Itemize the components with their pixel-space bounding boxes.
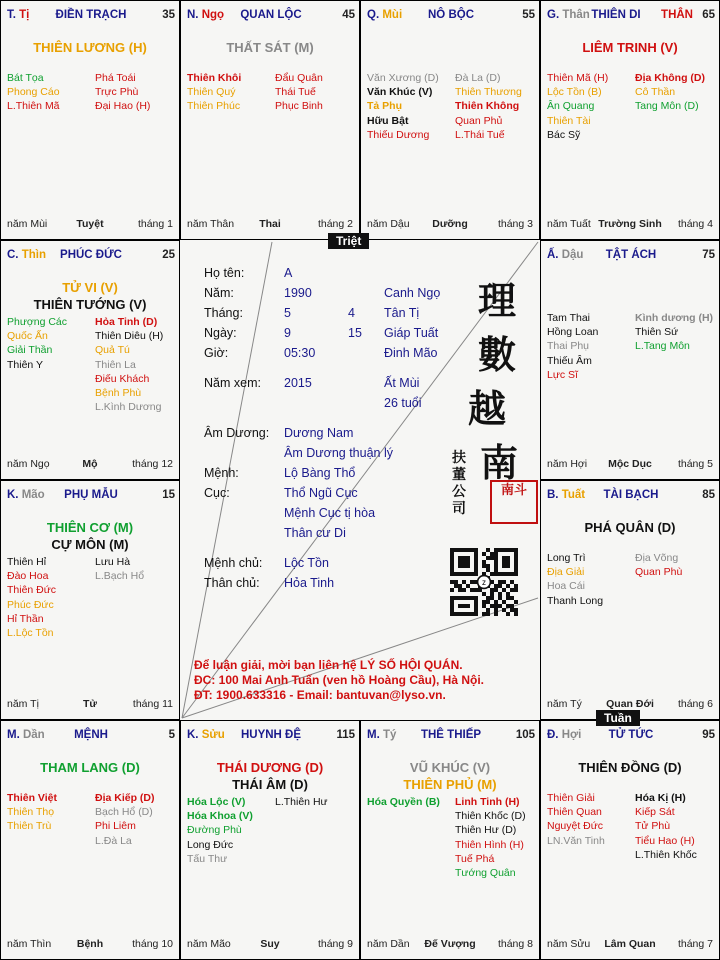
palace-name: PHÚC ĐỨC xyxy=(60,249,122,261)
stage-label: Thai xyxy=(259,218,281,230)
palace-header xyxy=(187,9,355,23)
company-char: 公 xyxy=(452,484,466,500)
year-label: năm Thìn xyxy=(7,938,52,950)
center-panel xyxy=(180,240,540,720)
minor-stars-left xyxy=(547,551,603,608)
year-label: năm Tý xyxy=(547,698,582,710)
palace-header xyxy=(367,9,535,23)
palace-branch: T. Tị xyxy=(7,9,30,21)
stage-label: Quan Đới xyxy=(606,698,654,710)
palace-footer xyxy=(547,218,713,231)
minor-star: Trực Phù xyxy=(95,86,139,99)
seal-stamp: 南斗 xyxy=(490,480,538,524)
minor-star: Thiên Đức xyxy=(7,584,57,597)
main-star: THIÊN LƯƠNG (H) xyxy=(33,40,147,55)
svg-text:z: z xyxy=(482,578,486,588)
palace-footer xyxy=(7,698,173,711)
minor-star: Thanh Long xyxy=(547,594,604,607)
year-label: năm Hợi xyxy=(547,458,588,470)
minor-stars-left xyxy=(187,795,253,866)
minor-star: Ân Quang xyxy=(547,100,595,113)
main-star: PHÁ QUÂN (D) xyxy=(584,520,676,535)
minor-star: L.Đà La xyxy=(95,834,132,847)
palace-header xyxy=(547,729,715,743)
palace-number: 25 xyxy=(162,249,175,261)
minor-star: Phá Toái xyxy=(95,72,136,84)
month-label: tháng 9 xyxy=(317,938,353,950)
minor-star: Bệnh Phù xyxy=(95,386,142,399)
minor-star: Long Đức xyxy=(187,838,234,851)
palace-footer xyxy=(7,458,173,471)
year-label: năm Sửu xyxy=(547,938,591,950)
palace-footer xyxy=(7,218,173,231)
palace-number: 45 xyxy=(342,9,355,21)
company-char: 董 xyxy=(452,467,466,483)
stage-label: Mộ xyxy=(82,458,98,470)
year-label: năm Tị xyxy=(7,698,39,710)
minor-star: L.Thiên Hư xyxy=(275,796,328,808)
minor-star: Thiên Hình (H) xyxy=(455,838,524,851)
palace-branch: Đ. Hợi xyxy=(547,729,582,741)
minor-star: Lực Sĩ xyxy=(547,368,578,381)
minor-star: Tam Thai xyxy=(547,312,590,324)
minor-star: Hóa Khoa (V) xyxy=(187,810,253,823)
month-label: tháng 5 xyxy=(677,458,713,470)
info-value: 05:30 xyxy=(284,346,316,360)
palace-branch: Ấ. Dậu xyxy=(547,249,584,261)
palace-ti[interactable] xyxy=(0,0,180,240)
main-star: VŨ KHÚC (V) xyxy=(409,760,491,775)
minor-stars-left xyxy=(547,791,605,848)
palace-mui[interactable] xyxy=(360,0,540,240)
company-vertical xyxy=(452,450,466,518)
palace-dau[interactable] xyxy=(540,240,720,480)
stage-label: Lâm Quan xyxy=(604,938,656,950)
info-label: Năm: xyxy=(204,286,234,300)
main-star: TỬ VI (V) xyxy=(62,280,118,295)
palace-footer xyxy=(187,218,353,231)
palace-footer xyxy=(547,458,713,471)
contact-line: ĐC: 100 Mai Anh Tuấn (ven hồ Hoàng Cầu), Hà Nội. xyxy=(194,673,485,687)
palace-number: 85 xyxy=(702,489,715,501)
year-label: năm Ngọ xyxy=(7,458,50,470)
stage-label: Suy xyxy=(260,938,280,950)
minor-star: Nguyệt Đức xyxy=(547,820,604,833)
month-label: tháng 3 xyxy=(497,218,533,230)
minor-star: Quan Phù xyxy=(635,566,683,579)
minor-stars-left xyxy=(367,71,439,142)
main-stars xyxy=(1,519,179,553)
palace-header xyxy=(547,9,715,23)
stage-label: Mộc Dục xyxy=(608,458,652,470)
minor-star: Thiếu Âm xyxy=(547,354,592,367)
minor-stars-right xyxy=(635,71,705,114)
minor-stars-right xyxy=(455,71,522,142)
main-star: THIÊN ĐỒNG (D) xyxy=(578,760,682,775)
palace-header xyxy=(7,9,175,23)
info-value: Thân cư Di xyxy=(284,526,346,540)
palace-name: THÊ THIẾP xyxy=(420,729,482,741)
palace-number: 5 xyxy=(168,729,175,741)
main-stars xyxy=(541,759,719,776)
minor-stars-left xyxy=(7,791,57,834)
minor-star: Văn Khúc (V) xyxy=(367,86,433,99)
main-star: CỰ MÔN (M) xyxy=(51,537,129,552)
minor-stars-right xyxy=(95,71,150,114)
minor-star: L.Thiên Mã xyxy=(7,100,60,113)
palace-footer xyxy=(187,938,353,951)
main-stars xyxy=(361,759,539,793)
palace-branch: Q. Mùi xyxy=(367,9,403,21)
minor-star: Thiên Không xyxy=(455,100,520,113)
palace-name: HUYNH ĐỆ xyxy=(240,729,302,741)
main-stars xyxy=(181,759,359,793)
minor-star: Lưu Hà xyxy=(95,556,131,568)
palace-name: THIÊN DI xyxy=(591,9,641,21)
palace-ty[interactable] xyxy=(360,720,540,960)
palace-number: 35 xyxy=(162,9,175,21)
minor-star: Hữu Bật xyxy=(367,114,409,127)
minor-star: Văn Xương (D) xyxy=(367,72,439,84)
info-label: Mệnh chủ: xyxy=(204,556,263,570)
minor-star: L.Thái Tuế xyxy=(455,128,505,141)
minor-star: Thiên Y xyxy=(7,358,43,371)
palace-number: 95 xyxy=(702,729,715,741)
minor-star: Long Trì xyxy=(547,552,586,564)
info-value: 5 xyxy=(284,306,291,320)
year-label: năm Mão xyxy=(187,938,231,950)
minor-star: Phi Liêm xyxy=(95,820,136,833)
stage-label: Tuyệt xyxy=(76,218,104,230)
minor-star: Tử Phù xyxy=(635,820,671,833)
minor-star: Hồng Loan xyxy=(547,326,599,339)
minor-star: Thiên Hư (D) xyxy=(455,824,517,837)
minor-star: L.Kình Dương xyxy=(95,401,162,414)
palace-header xyxy=(547,489,715,503)
palace-name: ĐIỀN TRẠCH xyxy=(55,9,127,21)
info-label: Mệnh: xyxy=(204,466,239,480)
palace-branch: K. Mão xyxy=(7,489,45,501)
minor-star: Địa Võng xyxy=(635,552,679,564)
minor-star: LN.Văn Tinh xyxy=(547,834,605,847)
minor-stars-right xyxy=(95,791,155,848)
year-label: năm Thân xyxy=(187,218,235,230)
palace-footer xyxy=(367,218,533,231)
month-label: tháng 2 xyxy=(317,218,353,230)
info-value: Lộc Tồn xyxy=(284,556,329,570)
contact-line: ĐT: 1900.633316 - Email: bantuvan@lyso.vn. xyxy=(194,688,446,702)
minor-star: Quả Tú xyxy=(95,344,130,357)
info-value: 9 xyxy=(284,326,291,340)
palace-name: TẬT ÁCH xyxy=(605,249,657,261)
info-value-canchi: Giáp Tuất xyxy=(384,326,439,340)
minor-star: Hóa Quyền (B) xyxy=(367,796,440,808)
info-label: Âm Dương: xyxy=(204,426,270,440)
minor-star: Thiên Việt xyxy=(7,792,57,804)
palace-branch: K. Sửu xyxy=(187,729,225,741)
palace-header xyxy=(7,249,175,263)
palace-number: 15 xyxy=(162,489,175,501)
company-char: 扶 xyxy=(452,450,466,466)
info-label: Họ tên: xyxy=(204,266,245,280)
contact-line: Để luận giải, mời bạn liên hệ LÝ SỐ HỘI QUÁN. xyxy=(194,658,463,672)
palace-name: TÀI BẠCH xyxy=(603,489,659,501)
minor-star: Bác Sỹ xyxy=(547,128,581,141)
minor-star: Điếu Khách xyxy=(95,372,150,385)
minor-star: L.Lộc Tồn xyxy=(7,626,54,639)
palace-name: NÔ BỘC xyxy=(428,9,474,21)
minor-star: Thai Phụ xyxy=(547,340,590,353)
info-label: Tháng: xyxy=(204,306,243,320)
palace-branch: G. Thân xyxy=(547,9,590,21)
minor-star: Thiên Mã (H) xyxy=(547,72,609,84)
main-star: THẤT SÁT (M) xyxy=(226,40,314,55)
palace-name: PHỤ MẪU xyxy=(64,489,118,501)
minor-star: Phượng Các xyxy=(7,316,68,328)
palace-tuat[interactable] xyxy=(540,480,720,720)
minor-stars-right xyxy=(635,551,682,579)
year-label: năm Dậu xyxy=(367,218,410,230)
month-label: tháng 10 xyxy=(132,938,173,950)
month-label: tháng 11 xyxy=(132,698,173,710)
stage-label: Bệnh xyxy=(76,938,104,950)
palace-branch: C. Thìn xyxy=(7,249,46,261)
company-char: 司 xyxy=(452,501,466,517)
info-value: 2015 xyxy=(284,376,312,390)
qr-code[interactable] xyxy=(450,548,518,616)
minor-star: Đường Phù xyxy=(187,824,242,837)
minor-star: Quan Phủ xyxy=(455,114,503,127)
info-value-lunar: 15 xyxy=(348,326,362,340)
minor-star: Kình dương (H) xyxy=(635,312,714,324)
minor-star: Thiên Khôi xyxy=(187,72,242,84)
stage-label: Tử xyxy=(82,698,98,710)
palace-dan[interactable] xyxy=(0,720,180,960)
info-value-canchi: 26 tuổi xyxy=(384,396,422,410)
minor-stars-right xyxy=(635,791,697,862)
year-label: năm Mùi xyxy=(7,218,48,230)
minor-stars-right xyxy=(95,315,163,414)
palace-number: 115 xyxy=(336,729,355,741)
month-label: tháng 6 xyxy=(677,698,713,710)
palace-name: TỬ TỨC xyxy=(608,729,654,741)
minor-star: Kiếp Sát xyxy=(635,806,675,819)
palace-mao[interactable] xyxy=(0,480,180,720)
minor-star: Thiên Giải xyxy=(547,792,595,804)
palace-suu[interactable] xyxy=(180,720,360,960)
palace-branch: B. Tuất xyxy=(547,489,586,501)
calligraphy-char: 數 xyxy=(478,332,517,377)
year-label: năm Tuất xyxy=(547,218,591,230)
minor-stars-left xyxy=(367,795,440,809)
minor-stars-right xyxy=(95,555,144,583)
minor-star: Địa Kiếp (D) xyxy=(95,792,155,804)
minor-stars-left xyxy=(547,311,598,382)
main-star: THAM LANG (D) xyxy=(40,760,140,775)
year-label: năm Dần xyxy=(367,938,410,950)
minor-star: Hỏa Tinh (D) xyxy=(95,316,158,328)
month-label: tháng 4 xyxy=(677,218,713,230)
minor-star: L.Thiên Khốc xyxy=(635,848,697,861)
minor-star: Đào Hoa xyxy=(7,570,49,583)
palace-header xyxy=(7,729,175,743)
palace-branch: M. Dần xyxy=(7,729,45,741)
minor-stars-left xyxy=(7,315,67,372)
info-label: Thân chủ: xyxy=(204,576,260,590)
palace-header xyxy=(187,729,355,743)
minor-star: Phục Binh xyxy=(275,100,323,113)
minor-star: Thiên Quý xyxy=(187,86,236,99)
info-value-lunar: 4 xyxy=(348,306,355,320)
triet-tag: Triệt xyxy=(328,233,369,249)
minor-star: Thiếu Dương xyxy=(367,128,430,141)
main-star: THIÊN PHỦ (M) xyxy=(403,777,497,792)
palace-footer xyxy=(547,938,713,951)
palace-than[interactable] xyxy=(540,0,720,240)
info-label: Cục: xyxy=(204,486,230,500)
info-value-canchi: Đinh Mão xyxy=(384,346,438,360)
info-value: A xyxy=(284,266,293,280)
palace-number: 105 xyxy=(515,729,535,741)
palace-name: MỆNH xyxy=(74,729,108,741)
main-star: THÁI ÂM (D) xyxy=(232,777,308,792)
minor-star: Thiên Trù xyxy=(7,820,52,833)
info-value: Âm Dương thuận lý xyxy=(284,446,393,460)
main-stars xyxy=(181,39,359,56)
minor-star: Hỉ Thần xyxy=(7,612,44,625)
minor-star: Đẩu Quân xyxy=(275,72,323,84)
minor-star: Tướng Quân xyxy=(455,866,516,879)
minor-stars-left xyxy=(7,71,60,114)
month-label: tháng 1 xyxy=(137,218,173,230)
minor-stars-right xyxy=(635,311,713,354)
main-star: THÁI DƯƠNG (D) xyxy=(216,760,324,775)
minor-star: Lộc Tồn (B) xyxy=(547,86,602,99)
palace-name: QUAN LỘC xyxy=(240,9,302,21)
minor-star: Linh Tinh (H) xyxy=(455,796,520,808)
minor-star: Thiên La xyxy=(95,358,136,371)
minor-star: Địa Không (D) xyxy=(635,72,705,84)
main-stars xyxy=(541,519,719,536)
minor-star: Cô Thần xyxy=(635,86,676,99)
minor-star: Bạch Hổ (D) xyxy=(95,806,153,819)
minor-star: Hóa Lộc (V) xyxy=(187,796,246,808)
minor-star: Giải Thần xyxy=(7,344,53,357)
minor-stars-right xyxy=(275,795,328,809)
minor-star: Phong Cáo xyxy=(7,86,60,99)
palace-header xyxy=(7,489,175,503)
palace-footer xyxy=(7,938,173,951)
info-value: Hỏa Tinh xyxy=(284,576,335,590)
info-value: Dương Nam xyxy=(284,426,354,440)
tuan-tag: Tuần xyxy=(596,710,640,726)
palace-hoi[interactable] xyxy=(540,720,720,960)
palace-number: 75 xyxy=(702,249,715,261)
minor-star: Thái Tuế xyxy=(275,86,316,99)
stage-label: Đế Vượng xyxy=(424,938,476,950)
month-label: tháng 7 xyxy=(677,938,713,950)
minor-star: Hóa Kị (H) xyxy=(635,792,686,804)
info-label: Ngày: xyxy=(204,326,237,340)
minor-star: Thiên Phúc xyxy=(187,100,241,113)
minor-star: Tang Môn (D) xyxy=(635,100,699,113)
stage-label: Dưỡng xyxy=(432,218,468,230)
minor-star: Thiên Tài xyxy=(547,114,591,127)
main-stars xyxy=(1,759,179,776)
info-value-canchi: Canh Ngọ xyxy=(384,286,441,300)
main-stars xyxy=(1,279,179,313)
minor-star: L.Bạch Hổ xyxy=(95,570,145,583)
minor-star: Đà La (D) xyxy=(455,72,501,84)
info-value-canchi: Tân Tị xyxy=(384,306,420,320)
calligraphy-char: 南 xyxy=(480,440,519,485)
minor-star: Phúc Đức xyxy=(7,598,54,611)
minor-star: Thiên Hỉ xyxy=(7,556,47,568)
palace-number: 55 xyxy=(522,9,535,21)
palace-thin[interactable] xyxy=(0,240,180,480)
main-star: THIÊN CƠ (M) xyxy=(46,520,134,535)
minor-star: Tả Phụ xyxy=(367,100,403,113)
minor-star: Thiên Khốc (D) xyxy=(455,810,526,823)
main-star: THIÊN TƯỚNG (V) xyxy=(33,297,147,312)
minor-star: Tấu Thư xyxy=(187,852,228,865)
minor-stars-left xyxy=(547,71,608,142)
info-value: Mệnh Cục tị hòa xyxy=(284,506,376,520)
palace-footer xyxy=(367,938,533,951)
minor-star: Hoa Cái xyxy=(547,580,585,593)
minor-stars-left xyxy=(187,71,241,114)
minor-star: L.Tang Môn xyxy=(635,340,690,353)
calligraphy-char: 越 xyxy=(468,386,507,431)
minor-star: Quốc Ấn xyxy=(7,330,48,343)
minor-star: Thiên Quan xyxy=(547,806,602,819)
palace-branch: M. Tý xyxy=(367,729,397,741)
minor-stars-right xyxy=(455,795,526,880)
minor-star: Thiên Thọ xyxy=(7,806,55,819)
info-label: Giờ: xyxy=(204,346,229,360)
month-label: tháng 8 xyxy=(497,938,533,950)
month-label: tháng 12 xyxy=(132,458,173,470)
palace-branch: N. Ngọ xyxy=(187,9,225,21)
palace-ngo[interactable] xyxy=(180,0,360,240)
palace-header xyxy=(547,249,715,263)
info-label: Năm xem: xyxy=(204,376,261,390)
main-stars xyxy=(1,39,179,56)
calligraphy-char: 理 xyxy=(478,278,517,323)
minor-stars-right xyxy=(275,71,323,114)
minor-star: Bát Tọa xyxy=(7,72,44,84)
main-stars xyxy=(541,39,719,56)
info-value: Lộ Bàng Thổ xyxy=(284,466,356,480)
minor-star: Tiểu Hao (H) xyxy=(635,834,695,847)
minor-star: Địa Giải xyxy=(547,566,585,579)
than-marker: THÂN xyxy=(661,9,693,21)
minor-star: Thiên Diêu (H) xyxy=(95,330,164,343)
info-value: Thổ Ngũ Cục xyxy=(284,486,358,500)
info-value: 1990 xyxy=(284,286,312,300)
minor-star: Thiên Sứ xyxy=(635,326,679,339)
minor-star: Đại Hao (H) xyxy=(95,100,151,113)
minor-star: Thiên Thương xyxy=(455,86,522,99)
stage-label: Trường Sinh xyxy=(598,218,662,230)
palace-header xyxy=(367,729,535,743)
palace-number: 65 xyxy=(702,9,715,21)
minor-star: Tuế Phá xyxy=(455,852,495,865)
main-star: LIÊM TRINH (V) xyxy=(582,40,678,55)
minor-stars-left xyxy=(7,555,56,640)
info-value-canchi: Ất Mùi xyxy=(384,376,420,390)
